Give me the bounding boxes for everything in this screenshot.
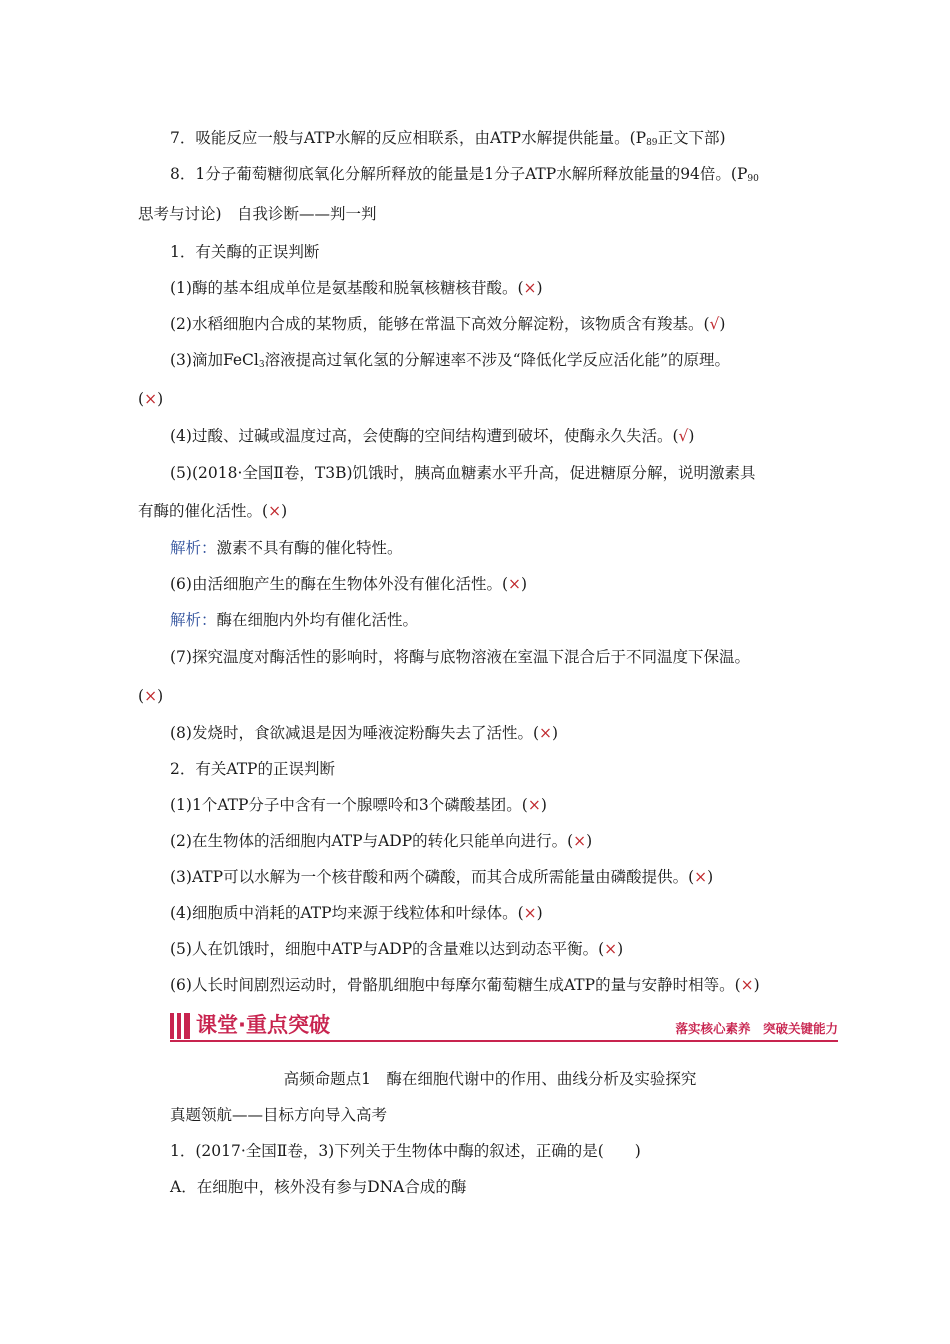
- wrong-mark: ×: [523, 904, 537, 922]
- section-heading: 高频命题点1 酶在细胞代谢中的作用、曲线分析及实验探究: [283, 1070, 697, 1088]
- item-text: (2)在生物体的活细胞内ATP与ADP的转化只能单向进行。(: [170, 832, 574, 850]
- item-e1: [170, 277, 850, 299]
- wrong-mark: ×: [144, 390, 158, 408]
- item-f4: [170, 902, 850, 924]
- item-text: (5)人在饥饿时，细胞中ATP与ADP的含量难以达到动态平衡。(: [170, 940, 605, 958]
- item-text: (3)ATP可以水解为一个核苷酸和两个磷酸，而其合成所需能量由磷酸提供。(: [170, 868, 695, 886]
- close-paren: ): [707, 868, 714, 886]
- wrong-mark: ×: [604, 940, 618, 958]
- item-text: (4)细胞质中消耗的ATP均来源于线粒体和叶绿体。(: [170, 904, 524, 922]
- close-paren: ): [157, 687, 164, 705]
- wrong-mark: ×: [144, 687, 158, 705]
- item-e7: (7)探究温度对酶活性的影响时，将酶与底物溶液在室温下混合后于不同温度下保温。: [170, 648, 750, 666]
- item-f5: [170, 938, 850, 960]
- open-paren: (: [138, 687, 145, 705]
- statement-8-cont: 思考与讨论) 自我诊断——判一判: [138, 205, 377, 223]
- wrong-mark: ×: [573, 832, 587, 850]
- page-subscript: 89: [646, 138, 658, 148]
- statement-7-tail: 正文下部): [657, 129, 726, 147]
- analysis-label: 解析：: [170, 539, 217, 557]
- statement-8: [170, 163, 850, 190]
- open-paren: (: [138, 390, 145, 408]
- item-f1: [170, 794, 850, 816]
- banner-subtitle: 落实核心素养 突破关键能力: [675, 1021, 838, 1036]
- item-e7-cont: [138, 685, 818, 707]
- item-e8: [170, 722, 850, 744]
- statement-8-text: 8．1分子葡萄糖彻底氧化分解所释放的能量是1分子ATP水解所释放能量的94倍。(P: [170, 165, 748, 183]
- item-text: (1)1个ATP分子中含有一个腺嘌呤和3个磷酸基团。(: [170, 796, 528, 814]
- page-subscript: 90: [747, 174, 759, 184]
- wrong-mark: ×: [694, 868, 708, 886]
- item-e5-cont: [138, 500, 818, 522]
- close-paren: ): [521, 575, 528, 593]
- banner-title: 课堂·重点突破: [196, 1013, 330, 1037]
- analysis-text: 激素不具有酶的催化特性。: [216, 539, 403, 557]
- question-1-option-a: A．在细胞中，核外没有参与DNA合成的酶: [170, 1178, 467, 1196]
- wrong-mark: ×: [740, 976, 754, 994]
- item-text: (6)由活细胞产生的酶在生物体外没有催化活性。(: [170, 575, 509, 593]
- item-e4: [170, 425, 850, 447]
- analysis-text: 酶在细胞内外均有催化活性。: [216, 611, 419, 629]
- statement-7: [170, 127, 850, 154]
- close-paren: ): [586, 832, 593, 850]
- item-f6: [170, 974, 850, 996]
- item-e6: [170, 573, 850, 595]
- item-text: (2)水稻细胞内合成的某物质，能够在常温下高效分解淀粉，该物质含有羧基。(: [170, 315, 710, 333]
- item-text-cont: 溶液提高过氧化氢的分解速率不涉及“降低化学反应活化能”的原理。: [264, 351, 730, 369]
- analysis-label: 解析：: [170, 611, 217, 629]
- close-paren: ): [281, 502, 288, 520]
- analysis-5: [170, 537, 850, 559]
- item-text: (1)酶的基本组成单位是氨基酸和脱氧核糖核苷酸。(: [170, 279, 524, 297]
- wrong-mark: ×: [527, 796, 541, 814]
- close-paren: ): [157, 390, 164, 408]
- item-e3: [170, 349, 850, 376]
- item-f3: [170, 866, 850, 888]
- wrong-mark: ×: [508, 575, 522, 593]
- close-paren: ): [688, 427, 695, 445]
- wrong-mark: ×: [539, 724, 553, 742]
- heading-enzyme-judgement: 1．有关酶的正误判断: [170, 243, 320, 261]
- item-text: (6)人长时间剧烈运动时，骨骼肌细胞中每摩尔葡萄糖生成ATP的量与安静时相等。(: [170, 976, 741, 994]
- wrong-mark: ×: [523, 279, 537, 297]
- item-e5: (5)(2018·全国Ⅱ卷，T3B)饥饿时，胰高血糖素水平升高，促进糖原分解，说明激素具: [170, 464, 756, 482]
- section-lead: 真题领航——目标方向导入高考: [170, 1106, 388, 1124]
- close-paren: ): [719, 315, 726, 333]
- close-paren: ): [536, 279, 543, 297]
- analysis-6: [170, 609, 850, 631]
- close-paren: ): [753, 976, 760, 994]
- close-paren: ): [617, 940, 624, 958]
- close-paren: ): [536, 904, 543, 922]
- right-mark: √: [709, 315, 720, 333]
- close-paren: ): [540, 796, 547, 814]
- wrong-mark: ×: [268, 502, 282, 520]
- question-1: 1．(2017·全国Ⅱ卷，3)下列关于生物体中酶的叙述，正确的是( ): [170, 1142, 641, 1160]
- statement-7-text: 7．吸能反应一般与ATP水解的反应相联系，由ATP水解提供能量。(P: [170, 129, 647, 147]
- item-text: (8)发烧时，食欲减退是因为唾液淀粉酶失去了活性。(: [170, 724, 540, 742]
- section-banner: [170, 1012, 838, 1042]
- item-f2: [170, 830, 850, 852]
- close-paren: ): [552, 724, 559, 742]
- heading-atp-judgement: 2．有关ATP的正误判断: [170, 760, 335, 778]
- item-text: (3)滴加FeCl: [170, 351, 259, 369]
- chem-subscript: 3: [258, 360, 265, 370]
- item-e3-cont: [138, 388, 818, 410]
- item-text: 有酶的催化活性。(: [138, 502, 269, 520]
- banner-divider: [170, 1040, 838, 1042]
- right-mark: √: [678, 427, 689, 445]
- banner-stripes-icon: [170, 1013, 192, 1039]
- item-text: (4)过酸、过碱或温度过高，会使酶的空间结构遭到破坏，使酶永久失活。(: [170, 427, 679, 445]
- item-e2: [170, 313, 850, 335]
